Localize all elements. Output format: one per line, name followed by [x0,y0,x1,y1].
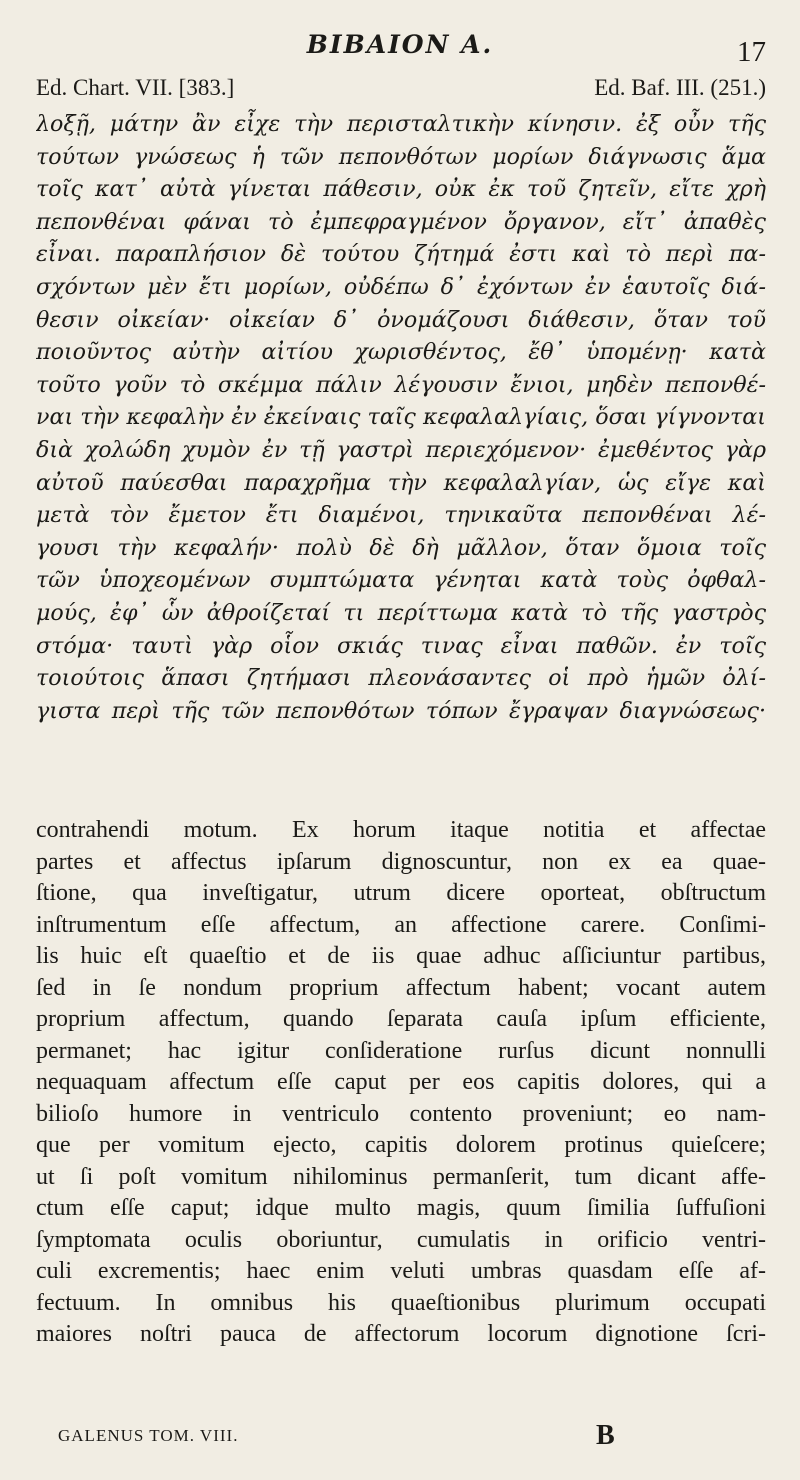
page-number: 17 [737,36,766,68]
latin-text-line: culi excrementis; haec enim veluti umbras quasdam eſſe af- [36,1258,766,1284]
latin-text-line: ſymptomata oculis oboriuntur, cumulatis in orificio ventri- [36,1226,766,1253]
greek-text-line: τῶν ὑποχεομένων συμπτώματα γένηται κατὰ τοὺς ὀφθαλ- [36,567,766,594]
greek-text-line: θεσιν οἰκείαν· οἰκείαν δ᾽ ὀνομάζουσι διάθεσιν, ὅταν τοῦ [36,306,766,333]
edition-references [36,75,766,105]
latin-text-line: inſtrumentum eſſe affectum, an affectione carere. Conſimi- [36,911,766,938]
greek-text-line: τοῖς κατ᾽ αὐτὰ γίνεται πάθεσιν, οὐκ ἐκ τοῦ ζητεῖν, εἴτε χρὴ [36,176,766,203]
greek-text-line: σχόντων μὲν ἔτι μορίων, οὐδέπω δ᾽ ἐχόντων ἐν ἑαυτοῖς διά- [36,273,766,300]
page-header [0,26,800,66]
latin-text-line: ſtione, qua inveſtigatur, utrum dicere oporteat, obſtructum [36,880,766,906]
greek-text-line: γιστα περὶ τῆς τῶν πεπονθότων τόπων ἔγραψαν διαγνώσεως· [36,697,766,724]
greek-text-line: τούτων γνώσεως ἡ τῶν πεπονθότων μορίων διάγνωσις ἅμα [36,143,766,170]
greek-text-line: μούς, ἐφ᾽ ὧν ἀθροίζεταί τι περίττωμα κατὰ τὸ τῆς γαστρὸς [36,599,766,626]
latin-text-line: fectuum. In omnibus his quaeſtionibus plurimum occupati [36,1289,766,1316]
greek-text-line: μετὰ τὸν ἔμετον ἔτι διαμένοι, τηνικαῦτα πεπονθέναι λέ- [36,502,766,529]
greek-text-line: γουσι τὴν κεφαλήν· πολὺ δὲ δὴ μᾶλλον, ὅταν ὅμοια τοῖς [36,534,766,561]
greek-text-line: λοξῇ, μάτην ἂν εἶχε τὴν περισταλτικὴν κίνησιν. ἐξ οὖν τῆς [36,111,766,137]
latin-text-line: ut ſi poſt vomitum nihilominus permanſerit, tum dicant affe- [36,1163,766,1190]
greek-text-line: τοιούτοις ἅπασι ζητήμασι πλεονάσαντες οἱ πρὸ ἡμῶν ὀλί- [36,665,766,692]
greek-text-line: εἶναι. παραπλήσιον δὲ τούτου ζήτημά ἐστι καὶ τὸ περὶ πα- [36,241,766,268]
latin-text-line: nequaquam affectum eſſe caput per eos capitis dolores, qui a [36,1069,766,1095]
page-footer [58,1420,800,1456]
greek-text-line: διὰ χολώδη χυμὸν ἐν τῇ γαστρὶ περιεχόμενον· ἐμεθέντος γὰρ [36,436,766,463]
running-title: BIBAION A. [306,30,494,59]
edition-basel-ref: Ed. Baf. III. (251.) [594,75,766,100]
greek-text-line: ποιοῦντος αὐτὴν αἰτίου χωρισθέντος, ἔθ᾽ ὑπομένῃ· κατὰ [36,339,766,366]
greek-text-line: αὐτοῦ παύεσθαι παραχρῆμα τὴν κεφαλαλγίαν, ὡς εἴγε καὶ [36,469,766,496]
latin-text-line: ſed in ſe nondum proprium affectum habent; vocant autem [36,974,766,1001]
latin-text-block [36,815,766,1351]
latin-text-line: ctum eſſe caput; idque multo magis, quum ſimilia ſuffuſioni [36,1195,766,1221]
greek-text-line: στόμα· ταυτὶ γὰρ οἷον σκιάς τινας εἶναι παθῶν. ἐν τοῖς [36,632,766,659]
latin-text-line: que per vomitum ejecto, capitis dolorem protinus quieſcere; [36,1132,766,1158]
greek-text-block [36,108,766,727]
latin-text-line: permanet; hac igitur conſideratione rurſus dicunt nonnulli [36,1037,766,1064]
printer-signature-line: GALENUS TOM. VIII. [58,1426,239,1445]
latin-text-line: contrahendi motum. Ex horum itaque notitia et affectae [36,817,766,843]
gathering-signature-mark: B [596,1420,615,1451]
greek-text-line: τοῦτο γοῦν τὸ σκέμμα πάλιν λέγουσιν ἔνιοι, μηδὲν πεπονθέ- [36,371,766,398]
greek-text-line: ναι τὴν κεφαλὴν ἐν ἐκείναις ταῖς κεφαλαλγίαις, ὅσαι γίγνονται [36,404,766,431]
greek-text-line: πεπονθέναι φάναι τὸ ἐμπεφραγμένον ὄργανον, εἴτ᾽ ἀπαθὲς [36,208,766,235]
latin-text-line: partes et affectus ipſarum dignoscuntur, non ex ea quae- [36,848,766,875]
latin-text-line: proprium affectum, quando ſeparata cauſa ipſum efficiente, [36,1006,766,1032]
latin-text-line: bilioſo humore in ventriculo contento proveniunt; eo nam- [36,1100,766,1127]
edition-chartier-ref: Ed. Chart. VII. [383.] [36,75,235,100]
latin-text-line: maiores noſtri pauca de affectorum locorum dignotione ſcri- [36,1321,766,1347]
latin-text-line: lis huic eſt quaeſtio et de iis quae adhuc aſſiciuntur partibus, [36,943,766,969]
